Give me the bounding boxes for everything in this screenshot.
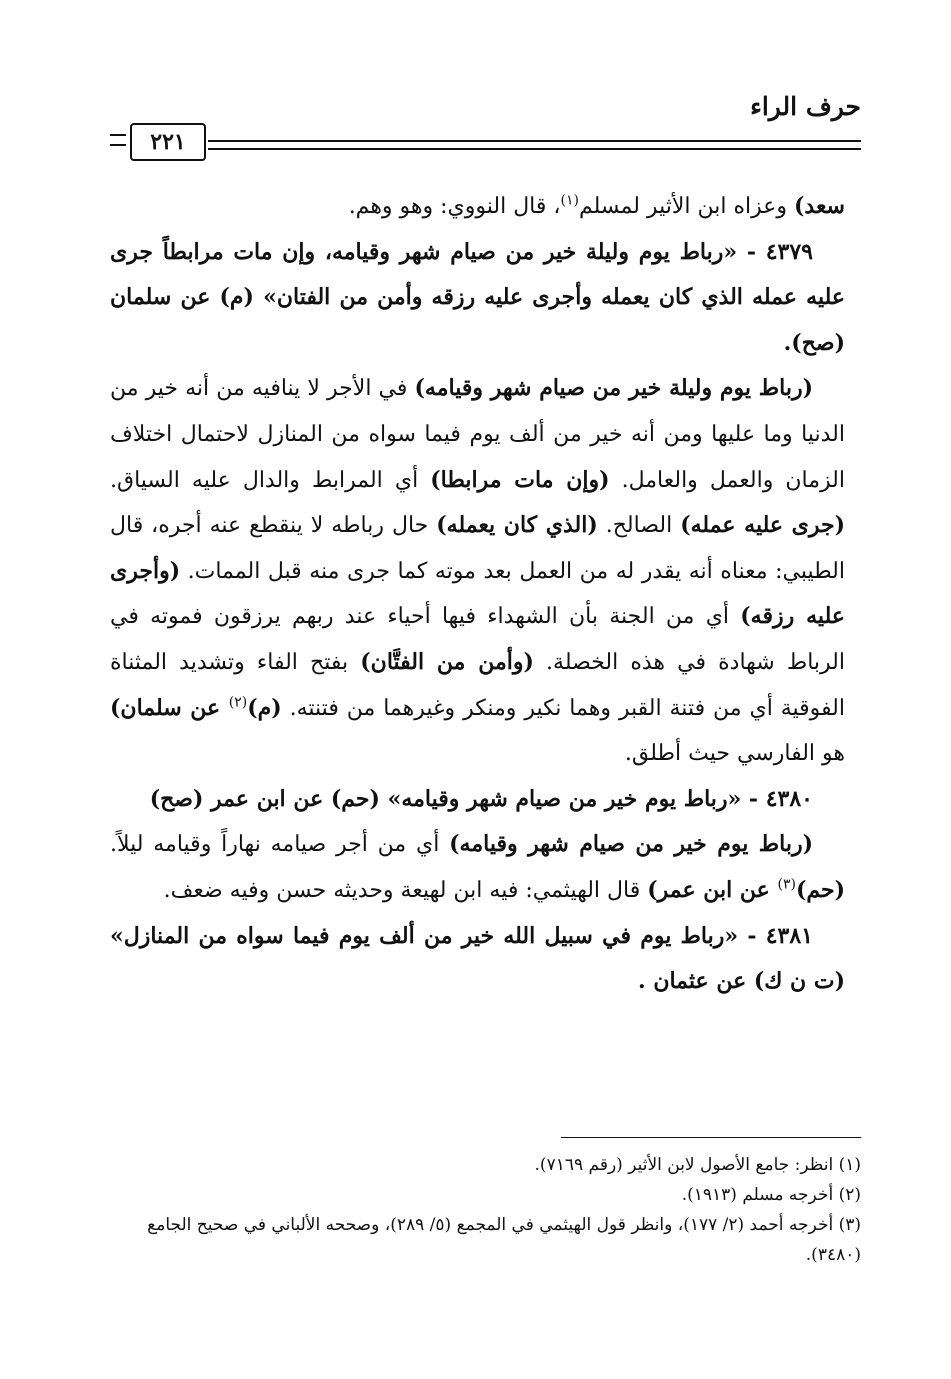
- bold-run: (حم): [795, 876, 845, 903]
- footnote-3: (٣) أخرجه أحمد (٢/ ١٧٧)، وانظر قول الهيثمي في المجمع (٥/ ٢٨٩)، وصححه الألباني في صحيح الجامع (٣٤٨٠).: [147, 1215, 861, 1265]
- hadith-4379: [110, 230, 845, 367]
- bold-run: (رباط يوم وليلة خير من صيام شهر وقيامه): [414, 375, 813, 402]
- header-rule: [110, 118, 861, 166]
- hadith-text: ٤٣٨١ - «رباط يوم في سبيل الله خير من ألف يوم فيما سواه من المنازل» (ت ن ك) عن عثمان .: [110, 922, 845, 995]
- bold-run: (الذي كان يعمله): [436, 512, 598, 539]
- commentary-4379: [110, 366, 845, 776]
- footnote-ref-3: (٣): [777, 876, 796, 893]
- bold-run: (م): [247, 694, 282, 721]
- footnote-1: (١) انظر: جامع الأصول لابن الأثير (رقم ٧١٦٩).: [534, 1155, 861, 1175]
- hadith-text: ٤٣٧٩ - «رباط يوم وليلة خير من صيام شهر وقيامه، وإن مات مرابطاً جرى عليه عمله الذي كان يعمله وأجرى عليه رزقه وأمن من الفتان» (م) عن سلمان (صح).: [110, 238, 845, 356]
- main-text: [110, 184, 845, 1005]
- text-run: وعزاه ابن الأثير لمسلم: [578, 194, 794, 219]
- text-run: أي من الجنة بأن الشهداء فيها أحياء عند ربهم يرزقون فموته في الرباط شهادة في هذه الخصلة.: [110, 604, 845, 675]
- double-rule: [208, 140, 861, 150]
- bold-run: (جرى عليه عمله): [680, 512, 845, 539]
- bold-run: (وأمن من الفتَّان): [360, 648, 534, 675]
- text-run: في الأجر لا ينافيه من أنه خير من الدنيا وما عليها ومن أنه خير من ألف يوم فيما سواه من المنازل لاحتمال اختلاف الزمان والعمل والعامل.: [110, 376, 845, 493]
- text-run: أي المرابط والدال عليه السياق.: [110, 467, 431, 493]
- bold-run: (وأجرى عليه رزقه): [110, 557, 845, 630]
- paragraph-continuation: [110, 184, 845, 230]
- text-run: أي من أجر صيامه نهاراً وقيامه ليلاً.: [110, 832, 450, 858]
- bold-run: عن سلمان): [110, 694, 229, 721]
- text-run: بفتح الفاء وتشديد المثناة الفوقية أي من فتنة القبر وهما نكير ومنكر وغيرهما من فتنته.: [110, 649, 845, 721]
- text-run: هو الفارسي حيث أطلق.: [624, 741, 845, 767]
- footnotes: [110, 1150, 861, 1270]
- bold-run: سعد): [793, 193, 845, 219]
- hadith-4380: [110, 777, 845, 823]
- hadith-4381: [110, 914, 845, 1005]
- text-run: قال الهيثمي: فيه ابن لهيعة وحديثه حسن وفيه ضعف.: [163, 877, 648, 903]
- footnote-2: (٢) أخرجه مسلم (١٩١٣).: [681, 1185, 861, 1205]
- rule-end-ornament: [110, 134, 126, 146]
- running-header: حرف الراء: [750, 92, 861, 121]
- text-run: الصالح.: [597, 513, 681, 539]
- footnote-ref-2: (٢): [228, 694, 248, 711]
- footnote-ref-1: (١): [560, 192, 579, 209]
- footnote-separator: [561, 1137, 861, 1138]
- page-number: ٢٢١: [130, 123, 206, 161]
- bold-run: (رباط يوم خير من صيام شهر وقيامه): [449, 831, 813, 858]
- hadith-text: ٤٣٨٠ - «رباط يوم خير من صيام شهر وقيامه» (حم) عن ابن عمر (صح): [149, 785, 813, 812]
- bold-run: (وإن مات مرابطا): [430, 466, 610, 493]
- commentary-4380: [110, 822, 845, 913]
- text-run: حال رباطه لا ينقطع عنه أجره، قال الطيبي: معناه أنه يقدر له من العمل بعد موته كما جرى منه قبل الممات.: [110, 513, 845, 584]
- bold-run: عن ابن عمر): [647, 876, 778, 903]
- text-run: ، قال النووي: وهو وهم.: [348, 194, 561, 219]
